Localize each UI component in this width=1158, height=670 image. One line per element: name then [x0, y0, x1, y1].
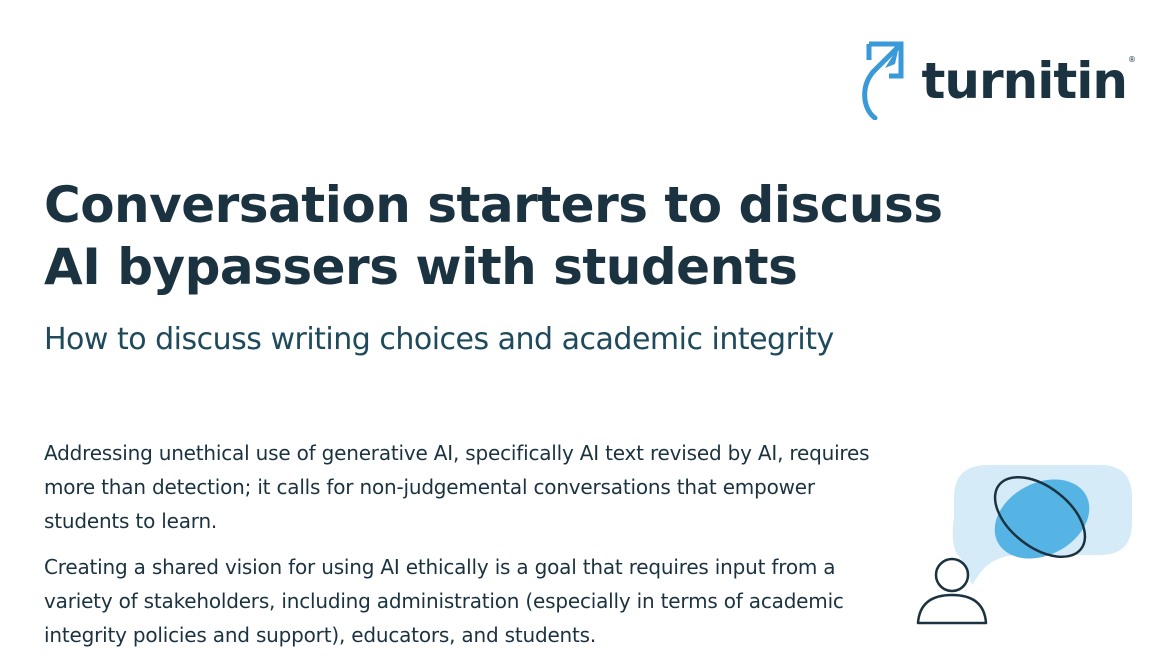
registered-mark: ® [1128, 54, 1136, 64]
turnitin-logo [859, 38, 1136, 120]
intro-paragraph-2: Creating a shared vision for using AI ethically is a goal that requires input from a variety of stakeholders, including administration (especially in terms of academic integrity policies and support), educators, and students. [44, 555, 844, 647]
intro-paragraph-1: Addressing unethical use of generative AI, specifically AI text revised by AI, requires more than detection; it calls for non-judgemental conversations that empower students to learn. [44, 441, 870, 533]
turnitin-wordmark: turnitin [921, 52, 1127, 110]
page-subtitle: How to discuss writing choices and academic integrity [44, 322, 834, 357]
person-speech-bubble-icon [910, 455, 1140, 635]
page-title: Conversation starters to discuss AI bypassers with students [44, 176, 943, 296]
intro-body [44, 436, 874, 664]
turnitin-arrow-mark-icon [859, 38, 909, 120]
